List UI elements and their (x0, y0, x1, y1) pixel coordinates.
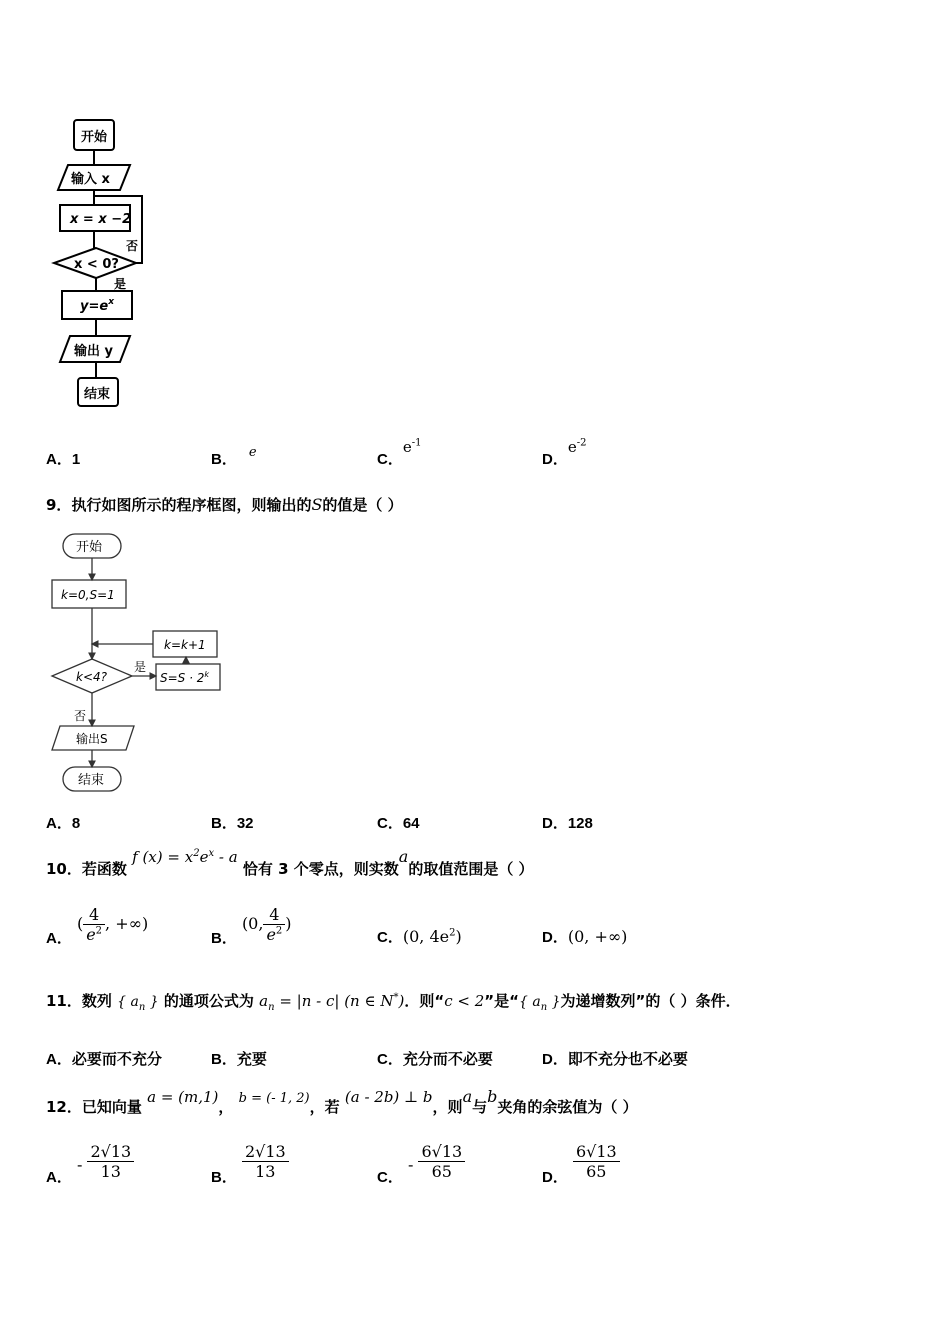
q12-option-b[interactable]: B． $\frac{2√13}{13}$ (211, 1142, 289, 1181)
fc1-no: 否 (126, 239, 139, 253)
q8-option-c[interactable]: C．$e^{-1}$ (377, 437, 422, 468)
q10-option-b[interactable]: B． (0, $\frac{4}{e^2}$ ) (211, 905, 292, 947)
q10-stem: 10．若函数 f $(x) = x^2e^x - a$ 恰有 3 个零点，则实数a的取值范围是（ ） (46, 847, 534, 878)
q9-option-c[interactable]: C．64 (377, 815, 420, 832)
q11-option-c[interactable]: C．充分而不必要 (377, 1051, 493, 1068)
fc1-compute-sup: x (108, 297, 114, 307)
fc1-yes: 是 (114, 277, 127, 291)
fc2-start: 开始 (76, 540, 103, 555)
fc2-incr: k=k+1 (164, 638, 206, 652)
q11-option-a[interactable]: A．必要而不充分 (46, 1051, 162, 1068)
fc1-cond: x < 0? (74, 257, 119, 272)
q12-option-d[interactable]: D． $\frac{6√13}{65}$ (542, 1142, 620, 1181)
fc1-start: 开始 (81, 130, 108, 145)
flowchart-1 (40, 110, 160, 415)
q11-option-b[interactable]: B．充要 (211, 1051, 267, 1068)
q12-option-a[interactable]: A． - $\frac{2√13}{13}$ (46, 1142, 134, 1181)
fc2-output: 输出S (76, 732, 108, 746)
fc2-update: S=S · 2 (160, 671, 205, 685)
q11-stem: 11．数列 { $a_n$ } 的通项公式为 $a_n = |n - c|$ (n ∈ N*)．则“c < 2”是“{ $a_n$ }为递增数列”的（ ）条件． (46, 992, 741, 1013)
q12-stem: 12．已知向量 a = (m,1)， b = (- 1, 2)，若 (a - 2b) ⊥ b，则a与b夹角的余弦值为（ ） (46, 1087, 638, 1116)
fc1-input: 输入 x (71, 172, 110, 187)
q8-option-b[interactable]: B． e (211, 445, 257, 468)
svg-text:y=ex (80, 297, 115, 314)
q9-option-b[interactable]: B．32 (211, 815, 254, 832)
q12-option-c[interactable]: C． - $\frac{6√13}{65}$ (377, 1142, 465, 1181)
q9-option-d[interactable]: D．128 (542, 815, 593, 832)
q10-option-c[interactable]: C．(0, $4e^2$) (377, 927, 462, 946)
fc2-yes: 是 (134, 660, 147, 674)
fc2-init: k=0,S=1 (61, 588, 115, 602)
flowchart-2 (46, 530, 236, 795)
q10-option-a[interactable]: A． ( $\frac{4}{e^2}$ , +∞) (46, 905, 149, 947)
q9-option-a[interactable]: A．8 (46, 815, 81, 832)
fc1-end: 结束 (84, 387, 111, 402)
fc1-compute: y=e (80, 299, 109, 314)
svg-text:S=S · 2k (160, 670, 209, 685)
q9-stem: 9．执行如图所示的程序框图，则输出的S的值是（ ） (46, 495, 403, 514)
fc1-output: 输出 y (74, 344, 114, 359)
q8-option-a[interactable]: A．1 (46, 451, 81, 468)
fc2-cond: k<4? (76, 670, 108, 684)
fc2-end: 结束 (78, 773, 105, 788)
q8-option-d[interactable]: D．$e^{-2}$ (542, 437, 587, 468)
q11-option-d[interactable]: D．即不充分也不必要 (542, 1051, 688, 1068)
fc2-no: 否 (74, 709, 87, 723)
q10-option-d[interactable]: D．(0, +∞) (542, 927, 628, 946)
fc1-assign: x = x −2 (70, 212, 132, 227)
fc2-update-sup: k (204, 670, 210, 679)
